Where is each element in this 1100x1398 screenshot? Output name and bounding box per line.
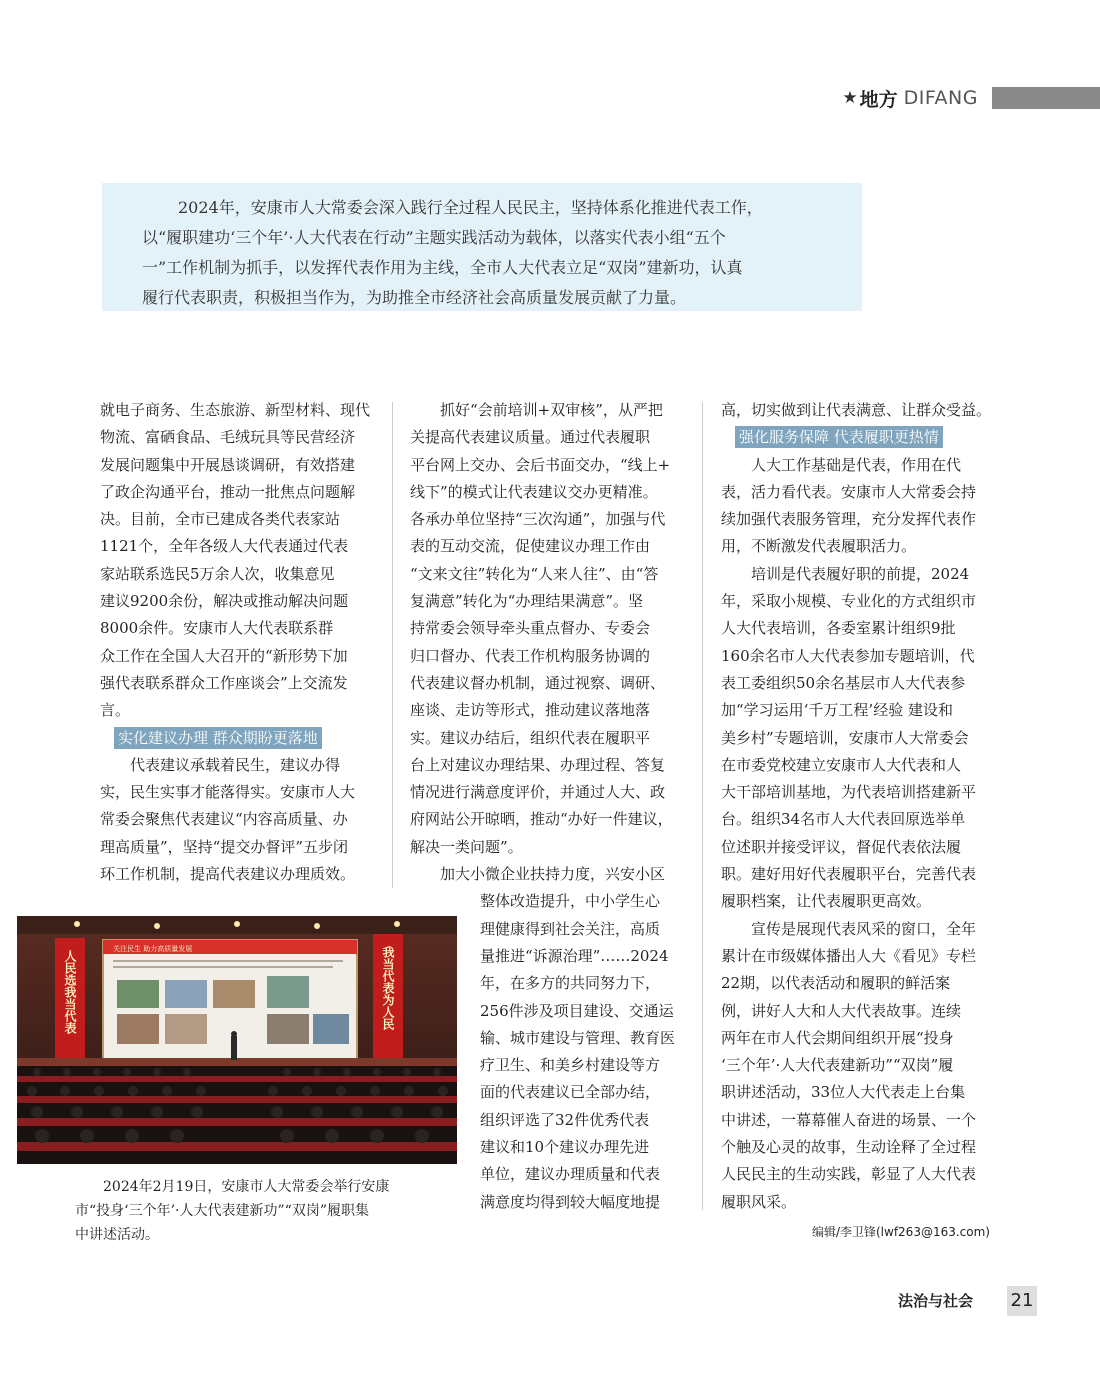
body-line: 量推进“诉源治理”……2024 [480, 946, 669, 965]
body-line: 年，在多方的共同努力下， [480, 974, 661, 993]
section-title-en: DIFANG [903, 87, 978, 109]
body-line: 加“学习运用‘千万工程’经验 建设和 [721, 701, 953, 720]
body-line: 组织评选了32件优秀代表 [480, 1110, 650, 1129]
body-line: 表的互动交流，促使建议办理工作由 [410, 537, 651, 556]
body-line: 代表建议承载着民生，建议办得 [130, 755, 341, 774]
body-line: 环工作机制，提高代表建议办理质效。 [100, 865, 356, 884]
body-line: 年，采取小规模、专业化的方式组织市 [721, 592, 977, 611]
body-line: 解决一类问题”。 [410, 837, 523, 856]
body-line: 持常委会领导牵头重点督办、专委会 [410, 619, 651, 638]
column-1 [100, 397, 372, 888]
body-line: 在市委党校建立安康市人大代表和人 [721, 755, 962, 774]
editor-credit: 编辑/李卫锋(lwf263@163.com) [811, 1225, 990, 1239]
body-line: 256件涉及项目建设、交通运 [480, 1001, 674, 1020]
body-line: 言。 [100, 701, 131, 720]
body-line: 人民民主的生动实践，彰显了人大代表 [721, 1165, 977, 1184]
body-line: 职讲述活动，33位人大代表走上台集 [721, 1083, 966, 1102]
body-line: 关提高代表建议质量。通过代表履职 [410, 428, 651, 447]
body-line: 表，活力看代表。安康市人大常委会持 [721, 482, 977, 501]
body-line: 线下”的模式让代表建议交办更精准。 [410, 482, 658, 501]
body-line: 8000余件。安康市人大代表联系群 [100, 619, 334, 638]
body-line: 个触及心灵的故事，生动诠释了全过程 [721, 1138, 977, 1157]
body-line: 人大代表培训，各委室累计组织9批 [721, 619, 956, 638]
body-line: 实，民生实事才能落得实。安康市人大 [100, 783, 356, 802]
body-line: 就电子商务、生态旅游、新型材料、现代 [100, 401, 371, 419]
body-line: 22期，以代表活动和履职的鲜活案 [721, 974, 951, 993]
section-title-cn: 地方 [859, 88, 898, 111]
intro-line: 2024年，安康市人大常委会深入践行全过程人民民主，坚持体系化推进代表工作， [178, 198, 763, 217]
intro-box [102, 183, 862, 311]
caption-line: 2024年2月19日，安康市人大常委会举行安康 [103, 1179, 390, 1195]
column-divider [392, 402, 393, 888]
body-line: 座谈、走访等形式，推动建议落地落 [410, 701, 651, 720]
body-line: 续加强代表服务管理，充分发挥代表作 [721, 510, 977, 529]
body-line: 满意度均得到较大幅度地提 [480, 1192, 661, 1211]
body-line: 强代表联系群众工作座谈会”上交流发 [100, 673, 348, 692]
body-line: 履职风采。 [721, 1192, 797, 1211]
caption-line: 市“投身‘三个年’·人大代表建新功”“双岗”履职集 [75, 1203, 369, 1219]
body-line: 职。建好用好代表履职平台，完善代表 [721, 865, 977, 884]
body-line: 大干部培训基地，为代表培训搭建新平 [721, 783, 977, 802]
body-line: 高，切实做到让代表满意、让群众受益。 [721, 401, 992, 419]
body-line: 建议9200余份，解决或推动解决问题 [100, 592, 349, 611]
body-line: 物流、富硒食品、毛绒玩具等民营经济 [100, 428, 356, 447]
body-line: 160余名市人大代表参加专题培训，代 [721, 646, 975, 665]
body-line: 抓好“会前培训+双审核”，从严把 [440, 401, 663, 419]
banner-right-text: 我当代表为人民 [381, 946, 395, 1030]
body-line: 众工作在全国人大召开的“新形势下加 [100, 646, 348, 665]
column-divider [702, 402, 703, 1210]
banner-left-text: 人民选我当代表 [63, 950, 77, 1034]
body-line: 理健康得到社会关注，高质 [480, 919, 661, 938]
body-line: 疗卫生、和美乡村建设等方 [480, 1056, 661, 1075]
magazine-name: 法治与社会 [898, 1292, 974, 1310]
body-line: 例，讲好人大和人大代表故事。连续 [721, 1001, 962, 1020]
page-number: 21 [1007, 1286, 1037, 1316]
body-line: 1121个，全年各级人大代表通过代表 [100, 537, 349, 556]
intro-line: 以“履职建功‘三个年’·人大代表在行动”主题实践活动为载体，以落实代表小组“五个 [142, 228, 726, 247]
body-line: 整体改造提升，中小学生心 [480, 892, 661, 911]
body-line: 输、城市建设与管理、教育医 [480, 1028, 676, 1047]
body-line: 培训是代表履好职的前提，2024 [751, 564, 970, 583]
body-line: 两年在市人代会期间组织开展“投身 [721, 1028, 954, 1047]
column-3 [721, 397, 993, 1216]
body-line: 加大小微企业扶持力度，兴安小区 [440, 865, 666, 884]
subheading: 实化建议办理 群众期盼更落地 [114, 727, 322, 749]
body-line: 人大工作基础是代表，作用在代 [751, 455, 962, 474]
body-line: 位述职并接受评议，督促代表依法履 [721, 837, 962, 856]
photo-caption [75, 1175, 445, 1247]
body-line: 归口督办、代表工作机构服务协调的 [410, 646, 651, 665]
header-bar [992, 87, 1100, 109]
body-line: 履职档案，让代表履职更高效。 [721, 892, 932, 911]
body-line: 发展问题集中开展恳谈调研，有效搭建 [100, 455, 356, 474]
body-line: ‘三个年’·人大代表建新功”“双岗”履 [721, 1056, 954, 1075]
body-line: “文来文往”转化为“人来人往”、由“答 [410, 564, 659, 583]
body-line: 台上对建议办理结果、办理过程、答复 [410, 755, 666, 774]
body-line: 建议和10个建议办理先进 [480, 1138, 650, 1157]
body-line: 常委会聚焦代表建议“内容高质量、办 [100, 810, 348, 829]
star-icon: ★ [842, 88, 858, 108]
event-photo-graphic [17, 916, 457, 1164]
intro-line: 履行代表职责，积极担当作为，为助推全市经济社会高质量发展贡献了力量。 [142, 288, 687, 307]
body-line: 决。目前，全市已建成各类代表家站 [100, 510, 341, 529]
body-line: 美乡村”专题培训，安康市人大常委会 [721, 728, 969, 747]
body-line: 理高质量”，坚持“提交办督评”五步闭 [100, 837, 349, 856]
body-line: 家站联系选民5万余人次，收集意见 [100, 564, 335, 583]
body-line: 府网站公开晾晒，推动“办好一件建议， [410, 810, 673, 829]
body-line: 代表建议督办机制，通过视察、调研、 [410, 673, 666, 692]
body-line: 表工委组织50余名基层市人大代表参 [721, 673, 966, 692]
body-line: 复满意”转化为“办理结果满意”。坚 [410, 592, 644, 611]
body-line: 中讲述，一幕幕催人奋进的场景、一个 [721, 1110, 977, 1129]
body-line: 实。建议办结后，组织代表在履职平 [410, 728, 651, 747]
body-line: 了政企沟通平台，推动一批焦点问题解 [100, 482, 356, 501]
section-header [842, 86, 1100, 110]
body-line: 累计在市级媒体播出人大《看见》专栏 [721, 946, 977, 965]
body-line: 情况进行满意度评价，并通过人大、政 [410, 783, 666, 802]
body-line: 用，不断激发代表履职活力。 [721, 537, 917, 556]
body-line: 宣传是展现代表风采的窗口，全年 [751, 919, 977, 938]
intro-line: 一”工作机制为抓手，以发挥代表作用为主线，全市人大代表立足“双岗”建新功，认真 [142, 258, 743, 277]
body-line: 各承办单位坚持“三次沟通”，加强与代 [410, 510, 666, 529]
caption-line: 中讲述活动。 [75, 1227, 159, 1243]
event-photo [17, 916, 457, 1164]
body-line: 台。组织34名市人大代表回原选举单 [721, 810, 966, 829]
body-line: 面的代表建议已全部办结， [480, 1083, 661, 1102]
subheading: 强化服务保障 代表履职更热情 [735, 426, 943, 448]
body-line: 平台网上交办、会后书面交办，“线上+ [410, 455, 671, 474]
screen-title: 关注民生 助力高质量发展 [113, 945, 193, 953]
body-line: 单位，建议办理质量和代表 [480, 1165, 661, 1184]
